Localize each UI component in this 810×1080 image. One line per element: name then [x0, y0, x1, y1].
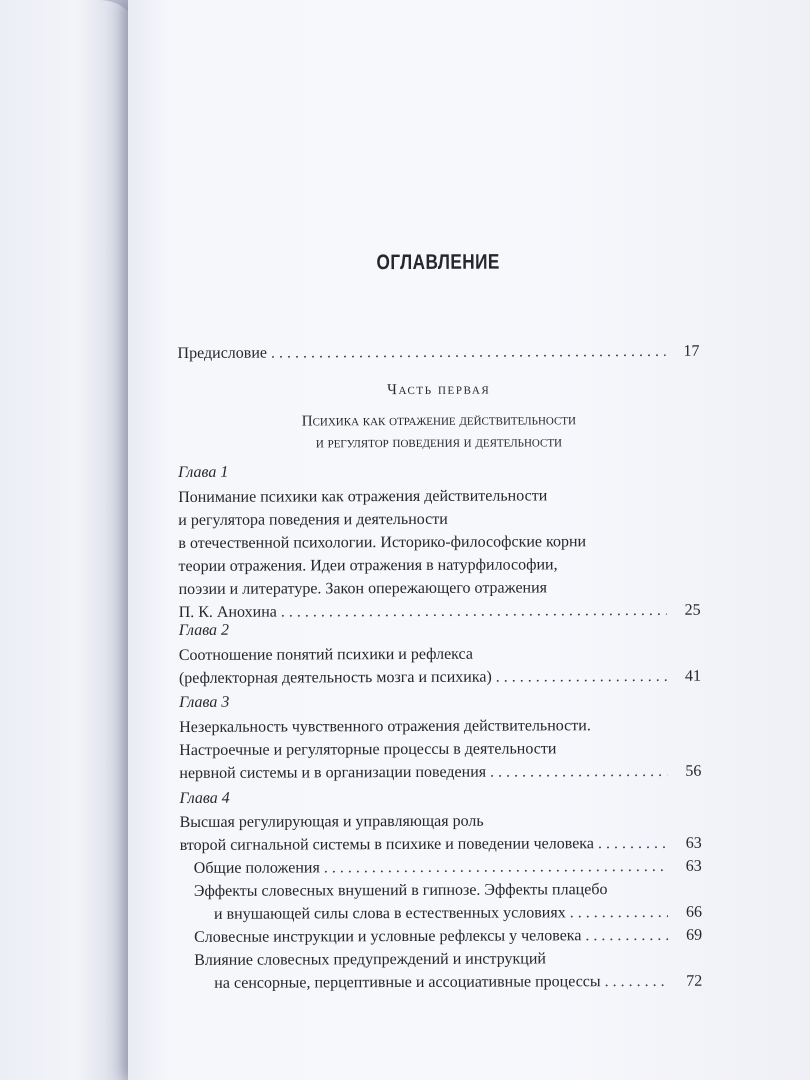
leader-dots: [496, 665, 667, 689]
toc-entry-text: Эффекты словесных внушений в гипнозе. Эффекты плацебо: [193, 881, 608, 900]
page-number: 63: [685, 857, 702, 875]
book-page: [128, 0, 810, 1080]
chapter-label: Глава 1: [178, 463, 229, 481]
toc-entry-text: в отечественной психологии. Историко-философские корни: [178, 533, 587, 552]
toc-entry-text: Предисловие: [177, 344, 268, 362]
left-facing-page: [0, 0, 140, 1080]
toc-entry-text: Соотношение понятий психики и рефлекса: [178, 645, 473, 664]
toc-entry-chapter-4: [180, 809, 703, 995]
page-number: 63: [685, 834, 702, 852]
page-title: ОГЛАВЛЕНИЕ: [376, 250, 500, 275]
toc-entry-text: П. К. Анохина: [178, 603, 277, 621]
part-title-line: и регулятор поведения и деятельности: [315, 434, 563, 452]
part-title-line: Психика как отражение действительности: [301, 412, 576, 430]
chapter-label: Глава 2: [178, 621, 230, 639]
toc-entry-text: Общие положения: [193, 859, 320, 877]
toc-entry-chapter-1: [178, 484, 701, 624]
chapter-label: Глава 3: [179, 693, 230, 711]
page-number: 56: [685, 762, 702, 780]
toc-entry-text: Понимание психики как отражения действительности: [178, 487, 548, 506]
toc-entry-preface: [177, 340, 699, 365]
toc-section-entry: [180, 855, 702, 880]
toc-entry-text: и внушающей силы слова в естественных условиях: [213, 904, 566, 923]
toc-entry-text: (рефлекторная деятельность мозга и психика): [178, 668, 492, 687]
part-title: [178, 409, 700, 455]
page-number: 17: [683, 342, 700, 360]
toc-entry-text: Словесные инструкции и условные рефлексы у человека: [194, 927, 582, 946]
part-heading: Часть первая: [387, 381, 491, 399]
toc-entry-text: Высшая регулирующая и управляющая роль: [179, 812, 484, 831]
toc-entry-text: нервной системы и в организации поведения: [179, 763, 487, 782]
leader-dots: [490, 760, 667, 784]
toc-entry-text: второй сигнальной системы в психике и поведении человека: [179, 835, 594, 854]
leader-dots: [598, 832, 668, 855]
toc-entry-text: и регулятора поведения и деятельности: [178, 510, 448, 529]
toc-entry-chapter-3: [179, 714, 701, 785]
leader-dots: [281, 599, 667, 624]
chapter-label: Глава 4: [179, 789, 230, 807]
leader-dots: [585, 924, 668, 947]
page-number: 72: [686, 972, 703, 990]
toc-entry-text: Настроечные и регуляторные процессы в деятельности: [179, 740, 557, 759]
page-number: 25: [684, 601, 701, 619]
leader-dots: [271, 340, 666, 365]
page-number: 41: [684, 667, 701, 685]
leader-dots: [570, 901, 668, 924]
leader-dots: [324, 855, 668, 880]
toc-entry-text: поэзии и литературе. Закон опережающего отражения: [178, 579, 548, 598]
toc-section-entry: [180, 924, 702, 949]
page-number: 66: [685, 903, 703, 921]
toc-entry-text: на сенсорные, перцептивные и ассоциативные процессы: [214, 973, 601, 992]
toc-section-entry: [180, 970, 702, 995]
toc-section-entry: [180, 901, 702, 926]
toc-entry-text: Влияние словесных предупреждений и инструкций: [194, 950, 546, 969]
toc-entry-text: теории отражения. Идеи отражения в натурфилософии,: [178, 556, 558, 575]
toc-entry-chapter-2: [179, 642, 701, 690]
page-number: 69: [686, 926, 703, 944]
leader-dots: [605, 970, 669, 993]
toc-entry-text: Незеркальность чувственного отражения действительности.: [179, 717, 591, 736]
